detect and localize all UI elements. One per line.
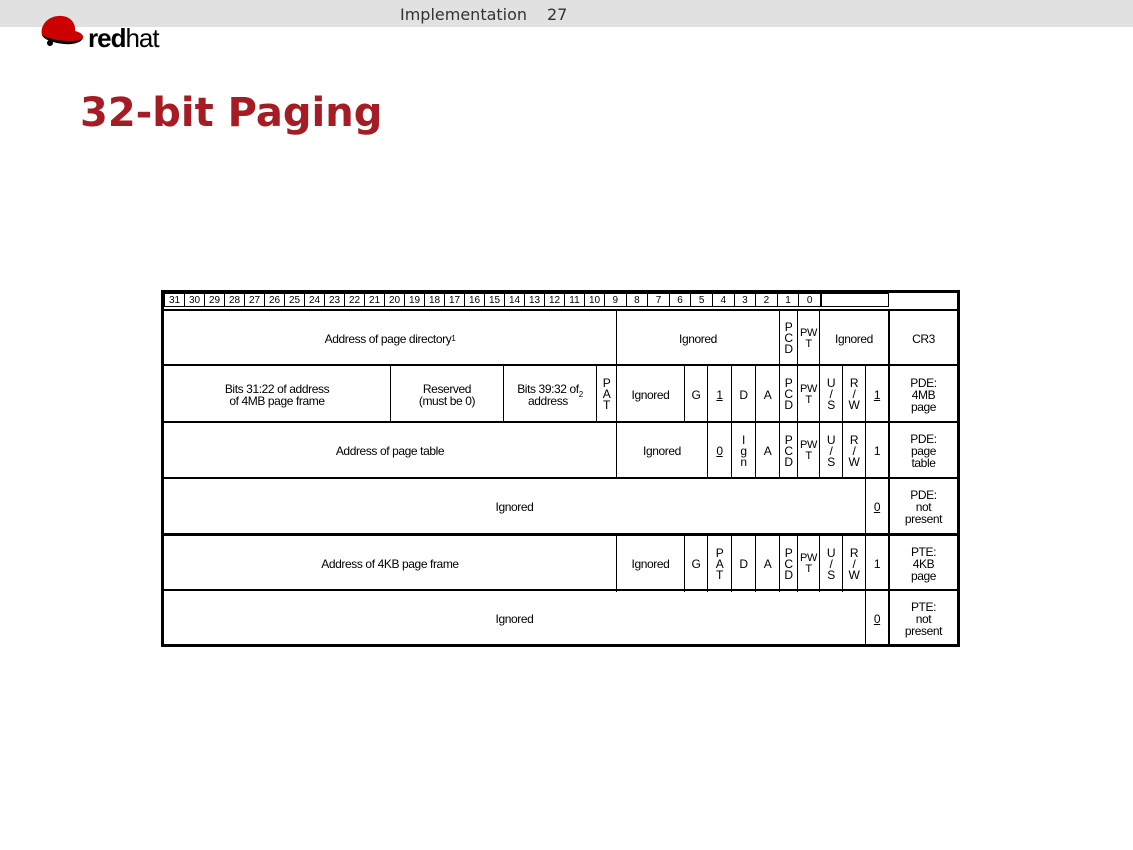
bit-header-blank [820, 293, 889, 307]
bit-header-7: 7 [647, 293, 670, 307]
pde4mb-rw-bit: R / W [843, 366, 866, 423]
bit-header-11: 11 [564, 293, 585, 307]
pde4mb-addr-bits-31-22: Bits 31:22 of address of 4MB page frame [164, 366, 391, 423]
pde4mb-pcd-bit: P C D [780, 366, 798, 423]
bit-header-2: 2 [755, 293, 778, 307]
pdept-ignored: Ignored [617, 423, 708, 479]
cr3-ignored-high: Ignored [617, 311, 780, 366]
bit-header-23: 23 [324, 293, 345, 307]
pde4mb-addr-bits-39-32: Bits 39:32 of address 2 [504, 366, 597, 423]
bit-header-28: 28 [224, 293, 245, 307]
bit-header-1: 1 [777, 293, 800, 307]
bit-header-27: 27 [244, 293, 265, 307]
pte-pcd-bit: P C D [780, 536, 798, 592]
cr3-pcd-bit: P C D [780, 311, 798, 366]
bit-header-8: 8 [626, 293, 649, 307]
pte-us-bit: U / S [820, 536, 843, 592]
bit-header-16: 16 [464, 293, 485, 307]
bit-header-25: 25 [284, 293, 305, 307]
ptenp-ignored: Ignored [164, 591, 866, 646]
bit-header-10: 10 [584, 293, 605, 307]
bit-header-12: 12 [544, 293, 565, 307]
pdept-a-bit: A [756, 423, 780, 479]
pte-address-field: Address of 4KB page frame [164, 536, 617, 592]
pde4mb-us-bit: U / S [820, 366, 843, 423]
pde4mb-d-bit: D [732, 366, 756, 423]
bit-header-15: 15 [484, 293, 505, 307]
row-pde-not-present [164, 477, 957, 535]
pde4mb-reserved: Reserved (must be 0) [391, 366, 504, 423]
bit-header-31: 31 [164, 293, 185, 307]
bit-header-5: 5 [690, 293, 713, 307]
redhat-shadowman-icon [36, 13, 86, 49]
row-cr3 [164, 309, 957, 366]
bit-header-6: 6 [669, 293, 692, 307]
slide-title: 32-bit Paging [80, 90, 383, 136]
ptenp-present-bit: 0 [873, 611, 881, 626]
pte-a-bit: A [756, 536, 780, 592]
pde4mb-ignored: Ignored [617, 366, 685, 423]
bit-header-14: 14 [504, 293, 525, 307]
pde4mb-pat-bit: P A T [597, 366, 617, 423]
bit-header-26: 26 [264, 293, 285, 307]
pdept-rw-bit: R / W [843, 423, 866, 479]
pde4mb-ps-bit: 1 [708, 366, 732, 423]
pde4mb-pwt-bit: PW T [798, 366, 820, 423]
cr3-address-field: Address of page directory 1 [164, 311, 617, 366]
pdept-ign-bit: I g n [732, 423, 756, 479]
row-pte-4kb [164, 533, 957, 592]
pdenp-present-bit: 0 [873, 500, 881, 514]
pte-rw-bit: R / W [843, 536, 866, 592]
bit-header-0: 0 [798, 293, 821, 307]
section-title: Implementation [400, 5, 528, 24]
pdept-pcd-bit: P C D [780, 423, 798, 479]
pde4mb-a-bit: A [756, 366, 780, 423]
bit-header-4: 4 [712, 293, 735, 307]
pdenp-label: PDE: not present [888, 479, 957, 535]
pdept-present-bit: 1 [873, 444, 881, 458]
pte-g-bit: G [685, 536, 708, 592]
pte-d-bit: D [732, 536, 756, 592]
page-number: 27 [547, 5, 568, 24]
bit-header-3: 3 [734, 293, 757, 307]
bit-header-22: 22 [344, 293, 365, 307]
pdenp-ignored: Ignored [164, 479, 866, 535]
bit-header-17: 17 [444, 293, 465, 307]
bit-header-24: 24 [304, 293, 325, 307]
bit-header-29: 29 [204, 293, 225, 307]
cr3-ignored-low: Ignored [835, 331, 873, 346]
cr3-label: CR3 [888, 311, 957, 366]
cr3-pwt-bit: PW T [798, 311, 820, 366]
logo-wordmark: redhat [88, 23, 159, 53]
pdept-label: PDE: page table [888, 423, 957, 479]
bit-header-30: 30 [184, 293, 205, 307]
bit-header-19: 19 [404, 293, 425, 307]
bit-header-18: 18 [424, 293, 445, 307]
pde4mb-g-bit: G [685, 366, 708, 423]
pte-ignored: Ignored [617, 536, 685, 592]
pdept-ps-bit: 0 [708, 423, 732, 479]
ptenp-label: PTE: not present [888, 591, 957, 646]
pdept-us-bit: U / S [820, 423, 843, 479]
pdept-pwt-bit: PW T [798, 423, 820, 479]
pte-present-bit: 1 [873, 557, 881, 571]
pte-label: PTE: 4KB page [888, 536, 957, 592]
bit-number-header [164, 293, 888, 309]
pde4mb-present-bit: 1 [873, 387, 881, 402]
row-pde-4mb [164, 364, 957, 423]
pte-pwt-bit: PW T [798, 536, 820, 592]
bit-header-13: 13 [524, 293, 545, 307]
pte-pat-bit: P A T [708, 536, 732, 592]
bit-header-9: 9 [604, 293, 627, 307]
bit-header-20: 20 [384, 293, 405, 307]
paging-structure-diagram [161, 290, 960, 647]
row-pte-not-present [164, 589, 957, 646]
pdept-address-field: Address of page table [164, 423, 617, 479]
bit-header-21: 21 [364, 293, 385, 307]
pde4mb-label: PDE: 4MB page [888, 366, 957, 423]
row-pde-page-table [164, 421, 957, 479]
redhat-logo [36, 13, 176, 53]
